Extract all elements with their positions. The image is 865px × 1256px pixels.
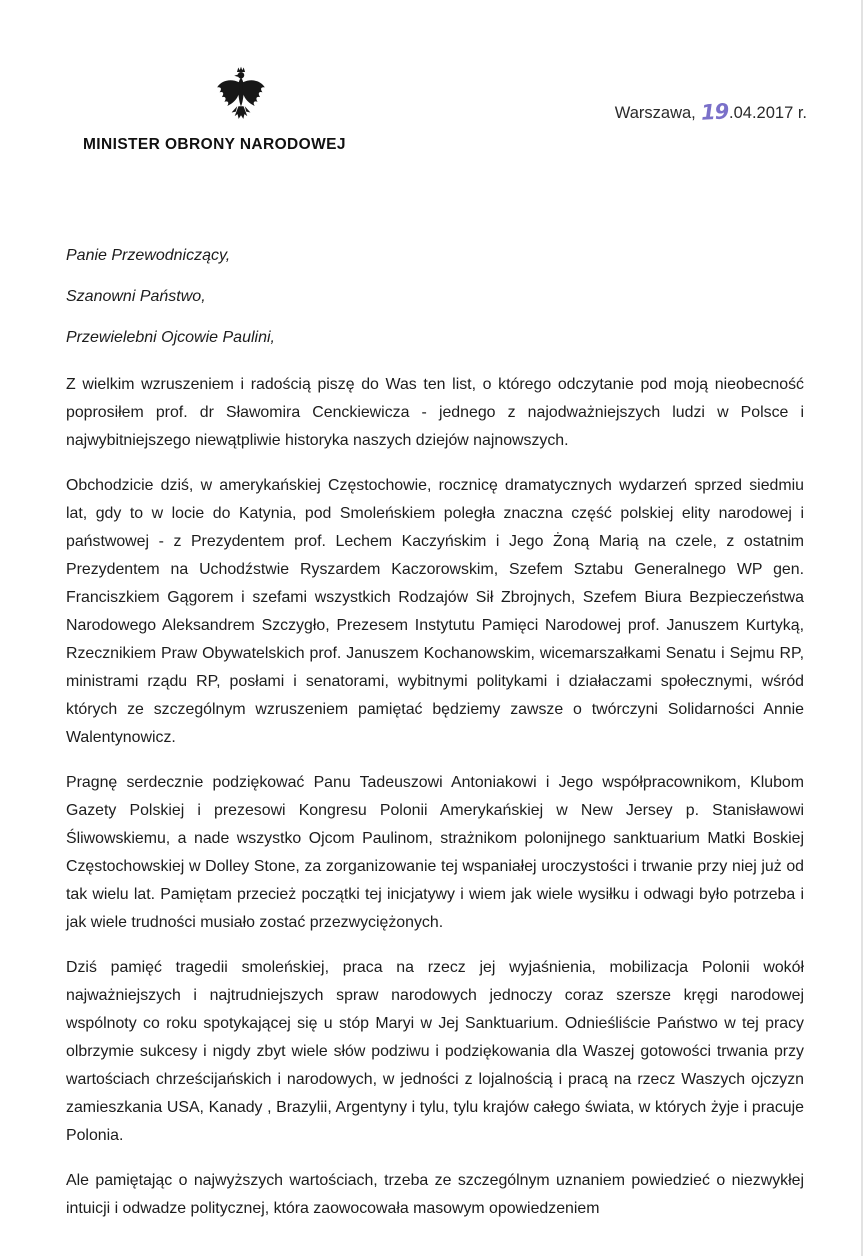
paragraph: Pragnę serdecznie podziękować Panu Tadeuszowi Antoniakowi i Jego współpracownikom, Klubom Gazety Polskiej i prezesowi Kongresu Polonii Amerykańskiej w New Jersey p. Stanisławowi Śliwowskiemu, a nade wszystko Ojcom Paulinom, strażnikom polonijnego sanktuarium Matki Boskiej Częstochowskiej w Dolley Stone, za zorganizowanie tej wspaniałej uroczystości i trwanie przy niej już od tak wielu lat. Pamiętam przecież początki tej inicjatywy i wiem jak wiele wysiłku i odwagi było potrzeba i jak wiele trudności musiało zostać przezwyciężonych.: [66, 774, 804, 931]
paragraph: Obchodzicie dziś, w amerykańskiej Częstochowie, rocznicę dramatycznych wydarzeń sprzed siedmiu lat, gdy to w locie do Katynia, pod Smoleńskiem poległa znaczna część polskiej elity narodowej i państwowej - z Prezydentem prof. Lechem Kaczyńskim i Jego Żoną Marią na czele, z ostatnim Prezydentem na Uchodźstwie Ryszardem Kaczorowskim, Szefem Sztabu Generalnego WP gen. Franciszkiem Gągorem i szefami wszystkich Rodzajów Sił Zbrojnych, Szefem Biura Bezpieczeństwa Narodowego Aleksandrem Szczygło, Prezesem Instytutu Pamięci Narodowej prof. Januszem Kurtyką, Rzecznikiem Praw Obywatelskich prof. Januszem Kochanowskim, wicemarszałkami Senatu i Sejmu RP, ministrami rządu RP, posłami i senatorami, wybitnymi politykami i działaczami społecznymi, wśród których ze szczególnym wzruszeniem pamiętać będziemy zawsze o twórczyni Solidarności Annie Walentynowicz.: [66, 477, 804, 746]
salutation-line: Przewielebni Ojcowie Paulini,: [66, 329, 275, 346]
paragraph: Z wielkim wzruszeniem i radością piszę do Was ten list, o którego odczytanie pod moją nieobecność poprosiłem prof. dr Sławomira Cenckiewicza - jednego z najodważniejszych ludzi w Polsce i najwybitniejszego niewątpliwie historyka naszych dziejów najnowszych.: [66, 376, 804, 449]
dateline: [615, 99, 807, 123]
salutation-line: Panie Przewodniczący,: [66, 247, 231, 264]
sender-title: MINISTER OBRONY NARODOWEJ: [83, 136, 346, 153]
paragraph: Dziś pamięć tragedii smoleńskiej, praca na rzecz jej wyjaśnienia, mobilizacja Polonii wokół najważniejszych i najtrudniejszych spraw narodowych jednoczy coraz szersze kręgi narodowej wspólnoty co roku spotykającej się u stóp Maryi w Jej Sanktuarium. Odnieśliście Państwo w tej pracy olbrzymie sukcesy i nigdy zbyt wiele słów podziwu i podziękowania dla Waszej gotowości trwania przy wartościach chrześcijańskich i narodowych, w jedności z lojalnością i pracą na rzecz Waszych ojczyzn zamieszkania USA, Kanady , Brazylii, Argentyny i tylu, tylu krajów całego świata, w których żyje i pracuje Polonia.: [66, 959, 804, 1144]
salutation-line: Szanowni Państwo,: [66, 288, 206, 305]
dateline-date: .04.2017 r.: [729, 104, 807, 122]
letter-body: [66, 371, 804, 1240]
dateline-handwritten-day: 19: [700, 99, 729, 125]
polish-eagle-emblem-icon: [214, 64, 268, 126]
salutations: [66, 247, 275, 370]
paragraph: Ale pamiętając o najwyższych wartościach, trzeba ze szczególnym uznaniem powiedzieć o niezwykłej intuicji i odwadze politycznej, która zaowocowała masowym opowiedzeniem: [66, 1172, 804, 1217]
dateline-place: Warszawa,: [614, 104, 696, 122]
scan-edge-artifact: [861, 0, 863, 1256]
